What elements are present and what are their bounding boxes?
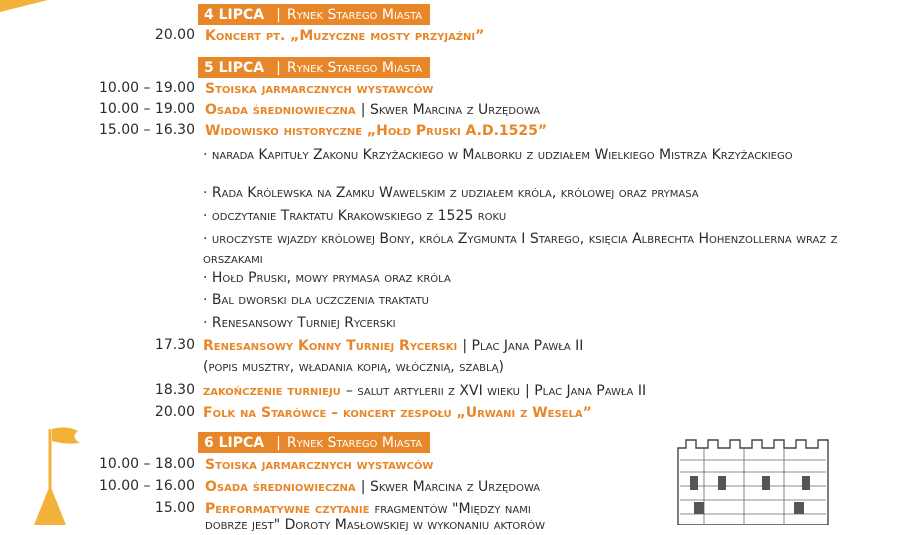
event-time: 15.00 – 16.30 — [98, 122, 195, 138]
event-time: 17.30 — [154, 337, 195, 353]
program-bullet: · Hołd Pruski, mowy prymasa oraz króla — [203, 270, 451, 286]
event-row — [205, 25, 484, 46]
event-row — [205, 99, 540, 120]
day-date: 4 LIPCA — [204, 6, 265, 23]
separator: | — [276, 6, 281, 23]
day-header-4-lipca — [198, 4, 430, 25]
separator: | — [276, 434, 281, 451]
corner-decoration — [0, 0, 60, 20]
separator: | — [360, 479, 370, 495]
day-header-6-lipca — [198, 432, 430, 453]
day-place: Rynek Starego Miasta — [286, 6, 423, 23]
event-time: 10.00 – 16.00 — [98, 478, 195, 494]
program-bullet: · uroczyste wjazdy królowej Bony, króla Zygmunta I Starego, księcia Albrechta Hohenzollerna wraz z orszakami — [203, 231, 838, 267]
event-row — [205, 476, 540, 497]
separator: | — [525, 383, 535, 399]
day-date: 6 LIPCA — [204, 434, 265, 451]
event-title: zakończenie turnieju — [203, 383, 341, 399]
program-bullet: · Bal dworski dla uczczenia traktatu — [203, 292, 429, 308]
event-time: 10.00 – 19.00 — [98, 101, 195, 117]
event-row — [205, 454, 433, 475]
event-time: 10.00 – 18.00 — [98, 456, 195, 472]
event-title: Stoiska jarmarcznych wystawców — [205, 457, 434, 473]
event-time: 20.00 — [154, 27, 195, 43]
event-description: fragmentów "Między nami — [374, 501, 531, 517]
event-venue: Plac Jana Pawła II — [471, 338, 584, 354]
separator: | — [360, 102, 370, 118]
event-title: Osada średniowieczna — [205, 102, 356, 118]
day-date: 5 LIPCA — [204, 59, 265, 76]
event-row — [203, 335, 583, 356]
event-title: Widowisko historyczne „Hołd Pruski A.D.1525” — [205, 123, 548, 139]
day-header-5-lipca — [198, 57, 430, 78]
event-time: 20.00 — [154, 404, 195, 420]
event-title: Koncert pt. „Muzyczne mosty przyjaźni” — [205, 28, 485, 44]
event-description: – salut artylerii z XVI wieku — [345, 383, 520, 399]
event-row — [203, 402, 592, 423]
separator: | — [462, 338, 472, 354]
event-row — [205, 120, 547, 141]
day-place: Rynek Starego Miasta — [286, 59, 423, 76]
event-time: 10.00 – 19.00 — [98, 80, 195, 96]
program-bullet: · narada Kapituły Zakonu Krzyżackiego w Malborku z udziałem Wielkiego Mistrza Krzyżackiego — [203, 147, 793, 163]
separator: | — [276, 59, 281, 76]
event-title: Stoiska jarmarcznych wystawców — [205, 81, 434, 97]
event-venue: Plac Jana Pawła II — [534, 383, 647, 399]
castle-illustration — [674, 434, 834, 525]
event-time: 18.30 — [154, 382, 195, 398]
day-place: Rynek Starego Miasta — [286, 434, 423, 451]
event-row — [203, 380, 646, 401]
event-venue: Skwer Marcina z Urzędowa — [369, 102, 541, 118]
event-description-cont: dobrze jest" Doroty Masłowskiej w wykonaniu aktorów — [205, 517, 546, 533]
event-title: Performatywne czytanie — [205, 501, 370, 517]
event-venue: Skwer Marcina z Urzędowa — [369, 479, 541, 495]
event-title: Osada średniowieczna — [205, 479, 356, 495]
flag-tower-icon — [28, 423, 88, 525]
event-title: Folk na Starówce – koncert zespołu „Urwani z Wesela” — [203, 405, 592, 421]
program-bullet: · odczytanie Traktatu Krakowskiego z 1525 roku — [203, 208, 507, 224]
event-description: (popis musztry, władania kopią, włócznią, szablą) — [203, 359, 504, 375]
event-row — [205, 78, 433, 99]
program-bullet: · Renesansowy Turniej Rycerski — [203, 315, 396, 331]
event-time: 15.00 — [154, 500, 195, 516]
program-bullet: · Rada Królewska na Zamku Wawelskim z udziałem króla, królowej oraz prymasa — [203, 185, 699, 201]
event-title: Renesansowy Konny Turniej Rycerski — [203, 338, 458, 354]
